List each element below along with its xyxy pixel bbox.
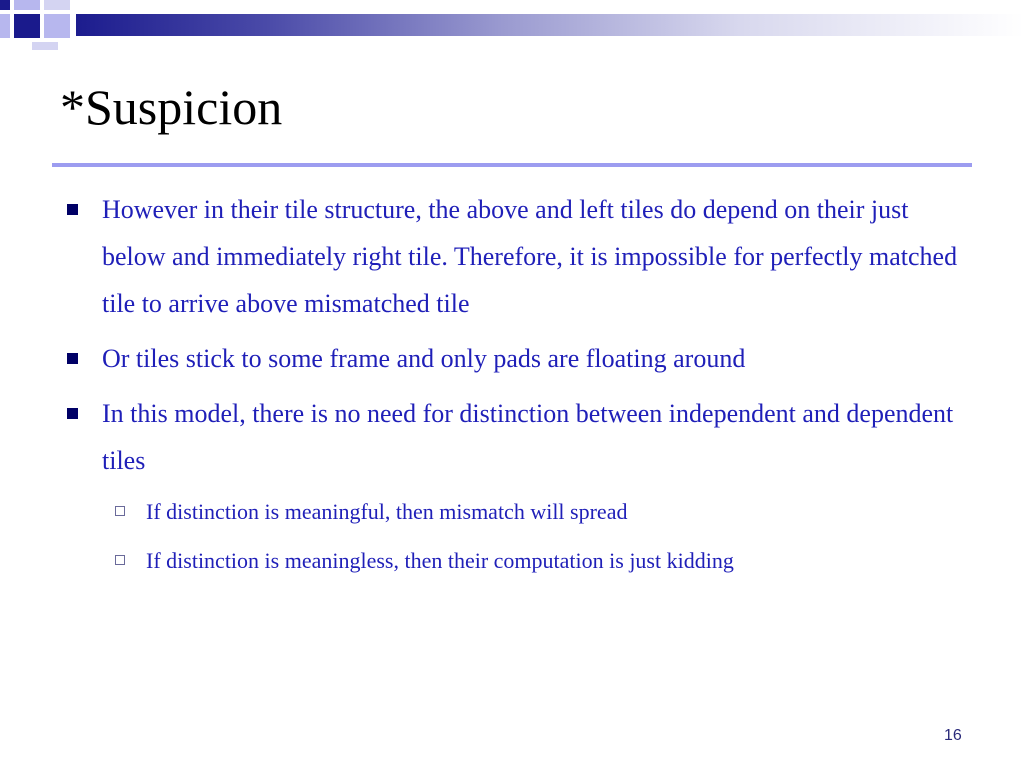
sub-bullet-text: If distinction is meaningless, then their computation is just kidding <box>146 548 734 573</box>
filled-square-icon <box>67 353 78 364</box>
header-gradient-band <box>76 14 1024 36</box>
decor-square-navy-topleft <box>0 0 10 10</box>
bullet-text: Or tiles stick to some frame and only pads are floating around <box>102 344 746 373</box>
decor-square-light-top <box>44 0 70 10</box>
bullet-item <box>64 390 964 484</box>
decor-square-periwinkle-mid <box>44 14 70 38</box>
bullet-item <box>64 335 964 382</box>
hollow-square-icon <box>115 506 125 516</box>
filled-square-icon <box>67 408 78 419</box>
decor-square-light-bottom <box>32 42 58 50</box>
hollow-square-icon <box>115 555 125 565</box>
decor-square-navy-mid <box>14 14 40 38</box>
decor-square-periwinkle-top <box>14 0 40 10</box>
bullet-text: In this model, there is no need for distinction between independent and dependent tiles <box>102 399 954 475</box>
decor-square-periwinkle-left <box>0 14 10 38</box>
bullet-item <box>64 186 964 327</box>
sub-bullet-text: If distinction is meaningful, then mismatch will spread <box>146 499 628 524</box>
sub-bullet-item <box>64 541 964 581</box>
page-number: 16 <box>944 727 962 744</box>
slide-body <box>64 186 964 590</box>
slide-title: *Suspicion <box>60 79 283 135</box>
bullet-text: However in their tile structure, the above and left tiles do depend on their just below and immediately right tile. Therefore, it is impossible for perfectly matched tile to arrive above mismatched tile <box>102 195 958 318</box>
title-divider <box>52 163 972 167</box>
sub-bullet-item <box>64 492 964 532</box>
filled-square-icon <box>67 204 78 215</box>
